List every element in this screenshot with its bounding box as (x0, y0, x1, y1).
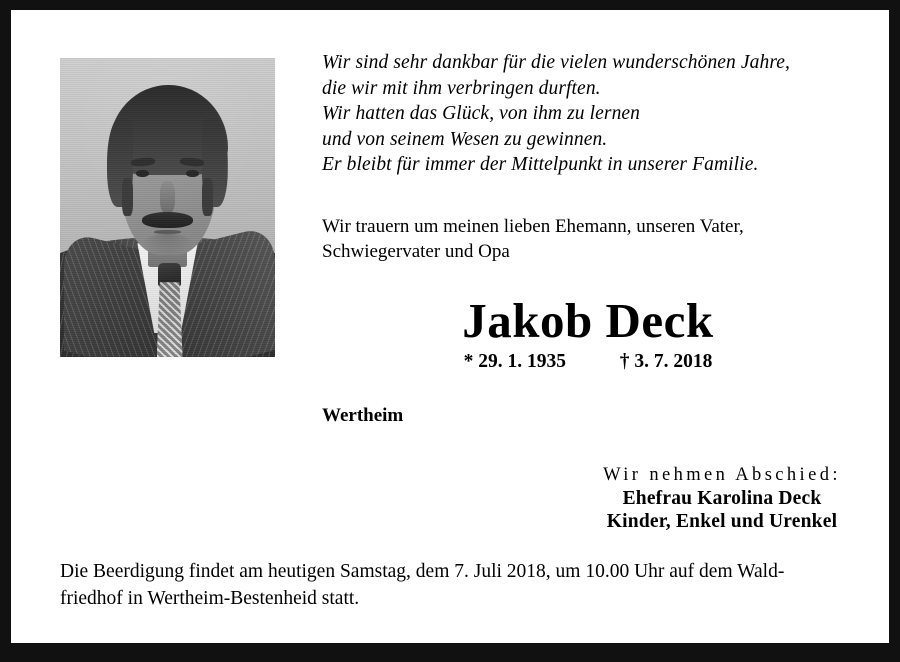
nose (160, 181, 175, 214)
verse-line: Wir sind sehr dankbar für die vielen wunderschönen Jahre, (322, 52, 791, 73)
verse-line: die wir mit ihm verbringen durften. (322, 77, 601, 99)
left-sideburn (122, 178, 133, 217)
life-dates (322, 351, 862, 373)
death-symbol: † (619, 350, 630, 372)
portrait-photo (60, 58, 275, 357)
farewell-line: Ehefrau Karolina Deck (622, 487, 822, 509)
right-eye (186, 170, 199, 177)
right-sideburn (202, 178, 213, 217)
place-name: Wertheim (322, 404, 404, 426)
funeral-details-line: Die Beerdigung findet am heutigen Samstag, dem 7. Juli 2018, um 10.00 Uhr auf dem Wald- (60, 561, 785, 582)
funeral-details-line: friedhof in Wertheim-Bestenheid statt. (60, 588, 360, 609)
verse-line: Wir hatten das Glück, von ihm zu lernen (322, 103, 641, 124)
farewell-block (322, 463, 862, 534)
notice-inner (11, 10, 889, 643)
verse-line: und von seinem Wesen zu gewinnen. (322, 128, 608, 150)
verse-line: Er bleibt für immer der Mittelpunkt in unserer Familie. (322, 154, 759, 175)
memorial-verse (322, 50, 862, 178)
farewell-title: Wir nehmen Abschied: (603, 464, 841, 485)
mustache (142, 212, 194, 228)
birth-symbol: * (463, 350, 474, 372)
portrait-photo-image (60, 58, 275, 357)
farewell-line: Kinder, Enkel und Urenkel (606, 511, 838, 532)
text-column (322, 50, 862, 534)
birth-date: 29. 1. 1935 (478, 350, 566, 372)
mourning-statement: Wir trauern um meinen lieben Ehemann, unseren Vater, Schwiegervater und Opa (322, 215, 744, 262)
necktie (157, 282, 183, 357)
funeral-details (60, 558, 865, 612)
death-date: 3. 7. 2018 (634, 350, 713, 372)
deceased-name: Jakob Deck (462, 292, 714, 348)
